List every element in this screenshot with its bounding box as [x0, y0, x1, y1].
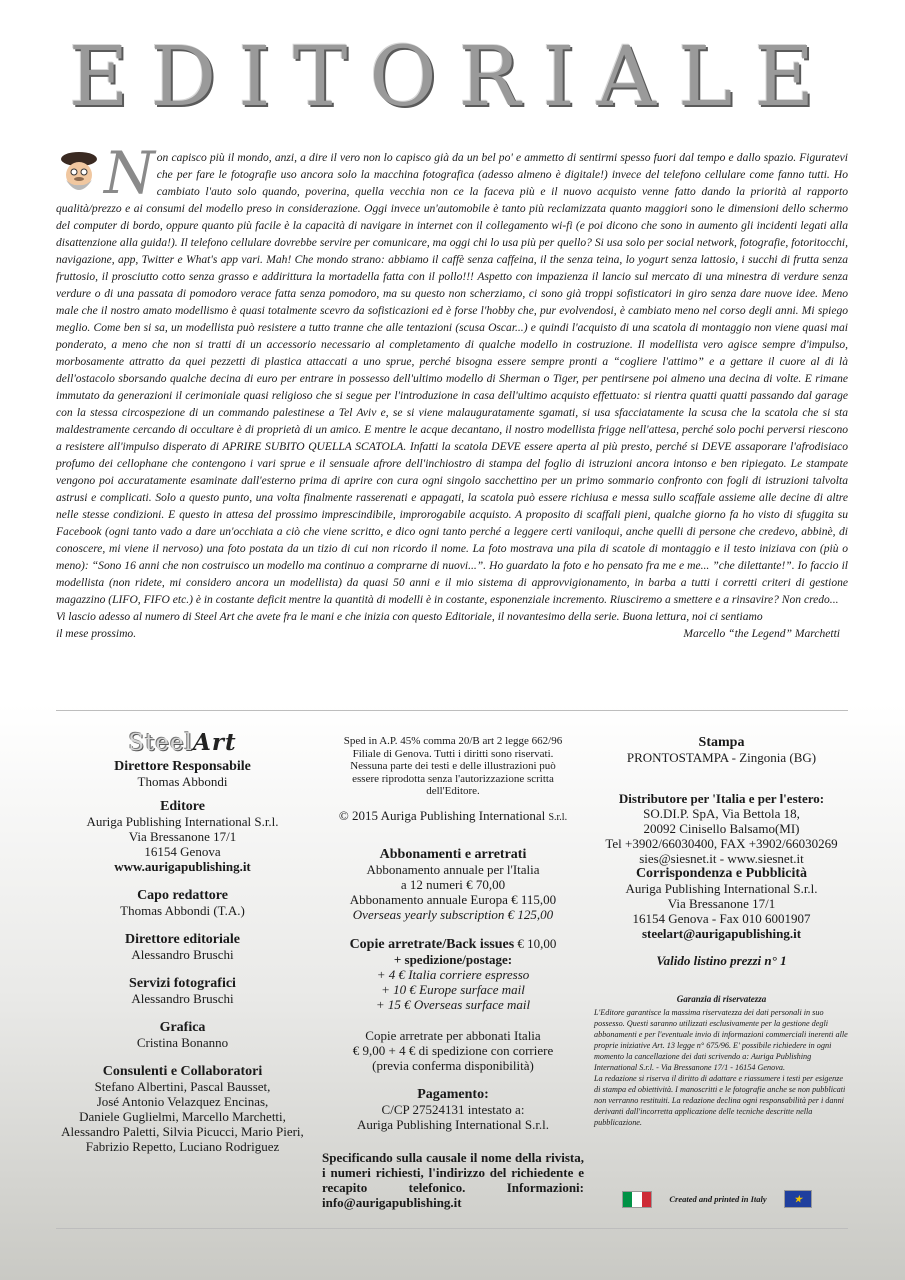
- subscription-column: Sped in A.P. 45% comma 20/B art 2 legge 662/96 Filiale di Genova. Tutti i diritti sono riservati. Nessuna parte dei testi e delle illustrazioni può essere riprodotta senza l'autorizzazione scritta dell'Editore. © 2015 Auriga Publishing International S.r.l. Abbonamenti e arretrati Abbonamento annuale per l'Italia a 12 numeri € 70,00 Abbonamento annuale Europa € 115,00 Overseas yearly subscription € 125,00 Copie arretrate/Back issues € 10,00 + spedizione/postage: + 4 € Italia corriere espresso + 10 € Europe surface mail + 15 € Overseas surface mail Copie arretrate per abbonati Italia € 9,00 + 4 € di spedizione con corriere (previa conferma disponibilità) Pagamento: C/CP 27524131 intestato a: Auriga Publishing International S.r.l. Specificando sulla causale il nome della rivista, i numeri richiesti, l'indirizzo del richiedente e recapito telefonico. Informazioni: info@aurigapublishing.it: [322, 735, 584, 1210]
- masthead-heading: Grafica: [159, 1020, 206, 1035]
- closing-text: il mese prossimo.: [56, 628, 137, 640]
- italy-flag-icon: [622, 1191, 652, 1208]
- masthead-heading: Editore: [160, 799, 205, 814]
- drop-cap: N: [104, 139, 155, 207]
- divider-top: [56, 710, 848, 711]
- masthead-heading: Capo redattore: [137, 888, 228, 903]
- correspondence-email: steelart@aurigapublishing.it: [641, 926, 802, 941]
- legal-notice: Sped in A.P. 45% comma 20/B art 2 legge 662/96 Filiale di Genova. Tutti i diritti sono riservati. Nessuna parte dei testi e delle illustrazioni può essere riprodotta senza l'autorizzazione scritta dell'Editore.: [343, 735, 563, 797]
- masthead-column: SteelArt Direttore Responsabile Thomas Abbondi Editore Auriga Publishing International S.r.l. Via Bressanone 17/1 16154 Genova www.aurigapublishing.it Capo redattore Thomas Abbondi (T.A.) Direttore editoriale Alessandro Bruschi Servizi fotografici Alessandro Bruschi Grafica Cristina Bonanno Consulenti e Collaboratori Stefano Albertini, Pascal Bausset, José Antonio Velazquez Encinas, Daniele Guglielmi, Marcello Marchetti, Alessandro Paletti, Silvia Picucci, Mario Pieri, Fabrizio Repetto, Luciano Rodriguez: [61, 729, 304, 1154]
- masthead-heading: Consulenti e Collaboratori: [102, 1064, 263, 1079]
- privacy-notice: Garanzia di riservatezza L'Editore garantisce la massima riservatezza dei dati personali in suo possesso. Questi saranno utilizzati esclusivamente per la gestione degli abbonamenti e per l'eventuale invio di informazioni commerciali inerenti alle proprie iniziative Art. 13 legge n° 675/96. E' possibile richiedere in ogni momento la cancellazione dei dati scrivendo a: Auriga Publishing International S.r.l. - Via Bressanone 17/1 - 16154 Genova. La redazione si riserva il diritto di adattare e riassumere i testi per esigenze di stampa ed obiettività. I manoscritti e le fotografie anche se non pubblicati non verranno restituiti. La redazione declina ogni responsabilità per i danni derivanti dall'incorretta applicazione delle tecniche descritte nella pubblicazione.: [594, 994, 848, 1127]
- steelart-logo: SteelArt: [128, 729, 237, 756]
- copyright: © 2015 Auriga Publishing International S.r.l.: [338, 807, 568, 823]
- correspondence-heading: Corrispondenza e Pubblicità: [635, 866, 808, 881]
- eu-flag-icon: ★: [784, 1190, 812, 1208]
- printer-heading: Stampa: [698, 735, 745, 750]
- publisher-website: www.aurigapublishing.it: [114, 859, 251, 874]
- divider-bottom: [56, 1228, 848, 1229]
- distributor-heading: Distributore per 'Italia e per l'estero:: [618, 791, 825, 806]
- price-list: Valido listino prezzi n° 1: [656, 953, 787, 968]
- article-paragraph: on capisco più il mondo, anzi, a dire il vero non lo capisco già da un bel po' e ammetto di sentirmi spesso fuori dal tempo e dallo spazio. Figuratevi che per fare le fotografie uso ancora solo la macchina fotografica (adesso almeno è digitale!) invece del telefono cellulare come fanno tutti. Ho cambiato l'auto solo quando, poverina, quella vecchia non ce la faceva più e il nuovo acquisto venne fatto dando la priorità al rapporto qualità/prezzo e ai consumi del modello preso in considerazione. Oggi invece un'automobile è tanto più reclamizzata quanto maggiori sono le dimensioni dello schermo del computer di bordo, oppure quanto più facile è la capacità di navigare in internet con il collegamento wi-fi (e poi dicono che sono in aumento gli incidenti legati alla disattenzione alla guida!). Il telefono cellulare dovrebbe servire per comunicare, ma oggi chi lo usa più per quello? Si usa solo per social network, fotografie, fotoritocchi, navigazione, app, Twitter e What's app vari. Mah! Che mondo strano: abbiamo il caffè senza caffeina, il the senza teina, lo yogurt senza lattosio, i succhi di frutta senza fruttosio, il prosciutto cotto senza grasso e addirittura la mortadella fatta con il pollo!!! Aspetto con impazienza il lancio sul mercato di una minestra di verdure senza verdure o di una passata di pomodoro verace fatta senza pomodoro, ma su questo non scherziamo, ci sono già troppi sofisticatori in giro senza dare nuove idee. Meno male che il nostro amato modellismo è quasi totalmente scevro da sofisticazioni ed è forse l'hobby che, pur evolvendosi, è cambiato meno nel corso degli anni. Mi spiego meglio. Come ben si sa, un modellista può resistere a tutto tranne che alle tentazioni (scusa Oscar...) e quindi l'acquisto di una scatola di montaggio non viene quasi mai ponderato, a meno che non si tratti di un accessorio necessario al completamento di qualche modello in costruzione. Il modellista vero agisce sempre d'impulso, morbosamente attratto da quei pezzetti di plastica attaccati a uno sprue, perché bisogna essere sempre pronti a “cogliere l'attimo” e a gettare il cuore al di là dell'ostacolo sborsando qualche decina di euro per entrare in possesso dell'ultimo modello di Sherman o Tiger, per pentirsene poi almeno una decina di volte. E rimane immutato da generazioni il cerimoniale quasi religioso che si segue per l'introduzione in casa dell'ultimo acquisto effettuato: si rientra quatti quatti passando dal garage con la stessa circospezione di un commando palestinese a Tel Aviv e, se si viene malauguratamente sgamati, si usa sfacciatamente la scusa che la scatola che si sta maldestramente cercando di occultare è di proprietà di un amico. E mentre le acque decantano, il nostro modellista frigge nell'attesa, perché solo pochi perversi riescono a resistere all'impulso disperato di APRIRE SUBITO QUELLA SCATOLA. Infatti la scatola DEVE essere aperta al più presto, perché si DEVE assaporare l'afrodisiaco profumo dei cellophane che contengono i vari sprue e il sensuale afrore dell'inchiostro di stampa del foglio di istruzioni ancora intonso e ben ripiegato. Le stampate vengono poi accuratamente esaminate dall'esterno prima di aprire con cura ogni singolo sacchettino per un primo sommario confronto con fogli di istruzioni talvolta astrusi e complicati. Solo a questo punto, una volta finalmente rasserenati e appagati, la scatola può essere richiusa e messa sullo scaffale assieme alle decine di altre nelle stesse condizioni. E questo in attesa del prossimo imprescindibile, improrogabile acquisto. A proposito di scaffali pieni, qualche giorno fa ho visto di sfuggita su Facebook (ogni tanto vado a dare un'occhiata a ciò che viene scritto, e dico ogni tanto perché a leggere certi vaniloqui, anche quelli di persone che credevo, abbinè, di conoscere, mi viene il nervoso) una foto postata da un tizio di cui non ricordo il nome. La foto mostrava una pila di scatole di montaggio e il testo iniziava con (più o meno): “Sono 16 anni che non costruisco un modello ma continuo a comprarne di nuovi...”. Ho guardato la foto e ho pensato fra me e me... ”che dilettante!”. Io faccio il modellista (non ridete, mi considero ancora un modellista) da quasi 50 anni e il mio sistema di approvvigionamento, in barba a tutti i corretti criteri di gestione magazzino (LIFO, FIFO etc.) è in costante deficit mentre la quantità di modelli è in costante, esponenziale incremento. Riusciremo a smettere e a rinsavire? Non credo...: [56, 152, 848, 606]
- payment-heading: Pagamento:: [417, 1086, 489, 1102]
- made-in-italy: Created and printed in Italy ★: [622, 1190, 812, 1208]
- payment-instructions: Specificando sulla causale il nome della rivista, i numeri richiesti, l'indirizzo del richiedente e recapito telefonico. Informazioni: info@aurigapublishing.it: [322, 1149, 584, 1210]
- editorial-article: [56, 139, 848, 643]
- masthead-heading: Servizi fotografici: [129, 976, 236, 991]
- article-paragraph-closing: Vi lascio adesso al numero di Steel Art che avete fra le mani e che inizia con questo Editoriale, il novantesimo della serie. Buona lettura, noi ci sentiamo: [56, 611, 763, 623]
- page-title: EDITORIALE: [68, 30, 837, 125]
- masthead-heading: Direttore editoriale: [125, 932, 240, 947]
- back-issues-heading: Copie arretrate/Back issues: [349, 936, 515, 952]
- author-signature: Marcello “the Legend” Marchetti: [683, 628, 840, 640]
- masthead-heading: Direttore Responsabile: [114, 759, 251, 774]
- author-avatar: [56, 150, 102, 198]
- subscription-heading: Abbonamenti e arretrati: [379, 846, 527, 862]
- distribution-column: Stampa PRONTOSTAMPA - Zingonia (BG) Distributore per 'Italia e per l'estero: SO.DI.P. SpA, Via Bettola 18, 20092 Cinisello Balsamo(MI) Tel +3902/66030400, FAX +3902/66030269 sies@siesnet.it - www.siesnet.it Corrispondenza e Pubblicità Auriga Publishing International S.r.l. Via Bressanone 17/1 16154 Genova - Fax 010 6001907 steelart@aurigapublishing.it Valido listino prezzi n° 1 Garanzia di riservatezza L'Editore garantisce la massima riservatezza dei dati personali in suo possesso. Questi saranno utilizzati esclusivamente per la gestione degli abbonamenti e per l'eventuale invio di informazioni commerciali inerenti alle proprie iniziative Art. 13 legge n° 675/96. E' possibile richiedere in ogni momento la cancellazione dei dati scrivendo a: Auriga Publishing International S.r.l. - Via Bressanone 17/1 - 16154 Genova. La redazione si riserva il diritto di adattare e riassumere i testi per esigenze di stampa ed obiettività. I manoscritti e le fotografie anche se non pubblicati non verranno restituiti. La redazione declina ogni responsabilità per i danni derivanti dall'incorretta applicazione delle tecniche descritte nella pubblicazione.: [594, 735, 848, 1127]
